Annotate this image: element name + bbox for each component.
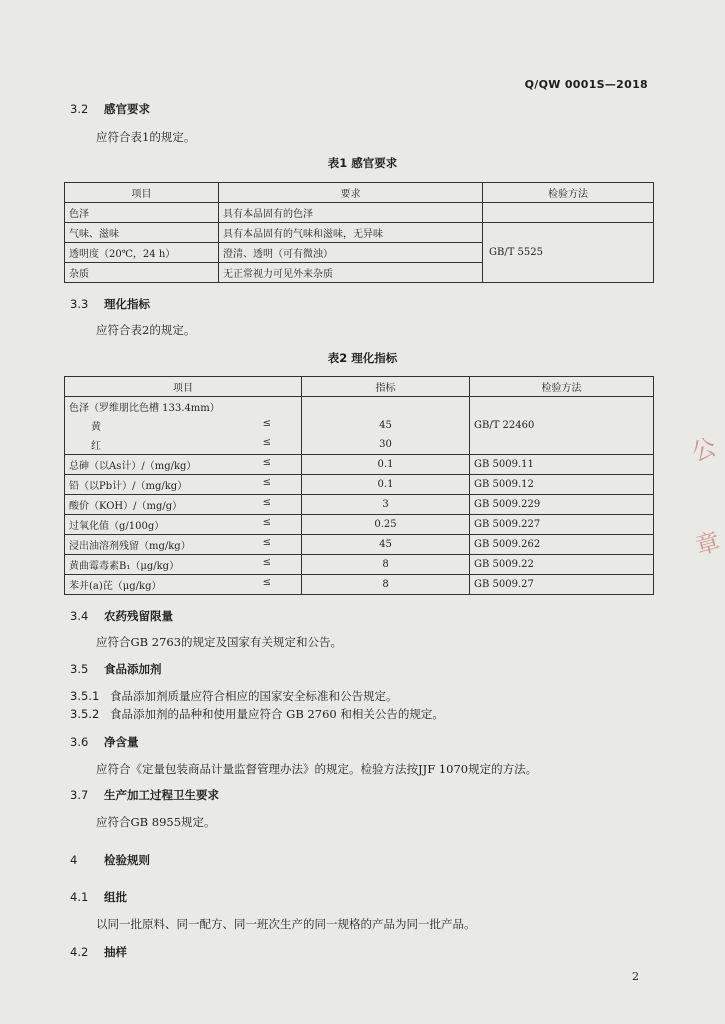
section-3-4-heading bbox=[70, 608, 173, 624]
item-label: 总砷（以As计）/（mg/kg） bbox=[69, 461, 197, 472]
table-cell-method: GB 5009.262 bbox=[470, 535, 654, 555]
section-3-2-heading bbox=[70, 101, 150, 117]
section-3-4-text: 应符合GB 2763的规定及国家有关规定和公告。 bbox=[96, 635, 343, 649]
table-cell-method: GB 5009.12 bbox=[470, 475, 654, 495]
section-title: 食品添加剂 bbox=[104, 662, 162, 676]
section-title: 净含量 bbox=[104, 735, 139, 749]
le-symbol: ≤ bbox=[262, 557, 271, 568]
section-4-1-heading bbox=[70, 889, 127, 905]
table-cell bbox=[65, 535, 302, 555]
table-header: 项目 bbox=[65, 183, 219, 203]
le-symbol: ≤ bbox=[262, 418, 271, 429]
stamp-char: 公 bbox=[687, 432, 720, 468]
le-symbol: ≤ bbox=[262, 517, 271, 528]
section-title: 检验规则 bbox=[104, 853, 150, 867]
table-row bbox=[65, 397, 654, 417]
le-symbol: ≤ bbox=[262, 457, 271, 468]
table-row bbox=[65, 455, 654, 475]
table-row bbox=[65, 495, 654, 515]
subsection-3-5-1 bbox=[70, 688, 398, 704]
item-label: 浸出油溶剂残留（mg/kg） bbox=[69, 541, 191, 552]
section-4-heading bbox=[70, 852, 150, 868]
section-4-2-heading bbox=[70, 944, 127, 960]
seal-stamp-fragment bbox=[689, 420, 725, 570]
table-cell: 杂质 bbox=[65, 263, 219, 283]
stamp-char: 章 bbox=[692, 527, 723, 561]
le-symbol: ≤ bbox=[262, 437, 271, 448]
section-number: 3.3 bbox=[70, 297, 89, 311]
subsection-text: 食品添加剂质量应符合相应的国家安全标准和公告规定。 bbox=[110, 689, 398, 703]
table1-caption: 表1 感官要求 bbox=[327, 156, 398, 170]
table-cell-value: 0.1 bbox=[302, 475, 470, 495]
le-symbol: ≤ bbox=[262, 477, 271, 488]
table-cell: 具有本品固有的气味和滋味，无异味 bbox=[219, 223, 483, 243]
table-row bbox=[65, 555, 654, 575]
table-row bbox=[65, 515, 654, 535]
table-header: 检验方法 bbox=[470, 377, 654, 397]
section-3-5-heading bbox=[70, 661, 162, 677]
table2-caption: 表2 理化指标 bbox=[327, 351, 398, 365]
section-3-6-heading bbox=[70, 734, 139, 750]
table-cell-value: 8 bbox=[302, 575, 470, 595]
table-cell-empty bbox=[470, 435, 654, 455]
table-cell bbox=[65, 475, 302, 495]
subsection-text: 食品添加剂的品种和使用量应符合 GB 2760 和相关公告的规定。 bbox=[110, 707, 444, 721]
section-3-7-heading bbox=[70, 787, 219, 803]
le-symbol: ≤ bbox=[262, 537, 271, 548]
table-cell bbox=[65, 435, 302, 455]
table-cell bbox=[65, 555, 302, 575]
table-row bbox=[65, 435, 654, 455]
section-number: 4.1 bbox=[70, 890, 89, 904]
table-cell: 色泽（罗维朋比色槽 133.4mm） bbox=[65, 397, 302, 417]
section-number: 3.2 bbox=[70, 102, 89, 116]
table-cell: 透明度（20℃，24 h） bbox=[65, 243, 219, 263]
table-header: 项目 bbox=[65, 377, 302, 397]
table-header-row bbox=[65, 377, 654, 397]
section-number: 3.4 bbox=[70, 609, 89, 623]
page-number: 2 bbox=[632, 970, 639, 983]
table-cell-value: 0.1 bbox=[302, 455, 470, 475]
table-cell-empty bbox=[302, 397, 470, 417]
table-cell-method: GB/T 5525 bbox=[483, 223, 654, 283]
table-cell-value: 45 bbox=[302, 416, 470, 435]
table-row bbox=[65, 535, 654, 555]
section-title: 理化指标 bbox=[104, 297, 150, 311]
table-header-row bbox=[65, 183, 654, 203]
section-number: 3.6 bbox=[70, 735, 89, 749]
le-symbol: ≤ bbox=[262, 497, 271, 508]
subsection-number: 3.5.1 bbox=[70, 689, 100, 703]
table-cell bbox=[65, 495, 302, 515]
table-row bbox=[65, 575, 654, 595]
table2-physicochemical bbox=[64, 376, 654, 595]
table-cell-method: GB 5009.27 bbox=[470, 575, 654, 595]
table-cell: 气味、滋味 bbox=[65, 223, 219, 243]
table-header: 检验方法 bbox=[483, 183, 654, 203]
table-cell bbox=[65, 575, 302, 595]
table-cell-method: GB 5009.22 bbox=[470, 555, 654, 575]
item-label: 黄曲霉毒素B₁（μg/kg） bbox=[69, 561, 180, 572]
table-row bbox=[65, 203, 654, 223]
table-row bbox=[65, 475, 654, 495]
table-header: 指标 bbox=[302, 377, 470, 397]
item-label: 过氧化值（g/100g） bbox=[69, 521, 165, 532]
section-3-6-text: 应符合《定量包装商品计量监督管理办法》的规定。检验方法按JJF 1070规定的方法。 bbox=[96, 762, 538, 776]
table-cell: 无正常视力可见外来杂质 bbox=[219, 263, 483, 283]
section-title: 农药残留限量 bbox=[104, 609, 173, 623]
table-cell-method: GB/T 22460 bbox=[470, 416, 654, 435]
subsection-number: 3.5.2 bbox=[70, 707, 100, 721]
table-cell-empty bbox=[483, 203, 654, 223]
section-4-1-text: 以同一批原料、同一配方、同一班次生产的同一规格的产品为同一批产品。 bbox=[96, 917, 476, 931]
section-3-2-text: 应符合表1的规定。 bbox=[96, 130, 196, 144]
table-cell-method: GB 5009.11 bbox=[470, 455, 654, 475]
table1-sensory bbox=[64, 182, 654, 283]
table-cell-value: 45 bbox=[302, 535, 470, 555]
table-cell-empty bbox=[470, 397, 654, 417]
table-cell-value: 30 bbox=[302, 435, 470, 455]
table-cell-method: GB 5009.229 bbox=[470, 495, 654, 515]
section-3-7-text: 应符合GB 8955规定。 bbox=[96, 815, 216, 829]
table-cell: 色泽 bbox=[65, 203, 219, 223]
section-number: 3.5 bbox=[70, 662, 89, 676]
table-header: 要求 bbox=[219, 183, 483, 203]
item-label: 酸价（KOH）/（mg/g） bbox=[69, 501, 183, 512]
table-cell-value: 0.25 bbox=[302, 515, 470, 535]
table-cell: 具有本品固有的色泽 bbox=[219, 203, 483, 223]
table-cell bbox=[65, 416, 302, 435]
table-cell-value: 8 bbox=[302, 555, 470, 575]
item-label: 铅（以Pb计）/（mg/kg） bbox=[69, 481, 188, 492]
table-row bbox=[65, 416, 654, 435]
section-title: 抽样 bbox=[104, 945, 127, 959]
le-symbol: ≤ bbox=[262, 577, 271, 588]
table-cell bbox=[65, 455, 302, 475]
section-title: 生产加工过程卫生要求 bbox=[104, 788, 219, 802]
section-title: 组批 bbox=[104, 890, 127, 904]
section-title: 感官要求 bbox=[104, 102, 150, 116]
table-cell: 澄清、透明（可有微浊） bbox=[219, 243, 483, 263]
table-cell bbox=[65, 515, 302, 535]
table-cell-method: GB 5009.227 bbox=[470, 515, 654, 535]
subsection-3-5-2 bbox=[70, 706, 444, 722]
item-label: 苯并(a)芘（μg/kg） bbox=[69, 581, 162, 592]
section-number: 4.2 bbox=[70, 945, 89, 959]
section-3-3-text: 应符合表2的规定。 bbox=[96, 323, 196, 337]
section-number: 4 bbox=[70, 853, 78, 867]
table-row bbox=[65, 223, 654, 243]
item-label: 红 bbox=[91, 441, 101, 452]
item-label: 黄 bbox=[91, 422, 101, 433]
section-3-3-heading bbox=[70, 296, 150, 312]
table-cell-value: 3 bbox=[302, 495, 470, 515]
section-number: 3.7 bbox=[70, 788, 89, 802]
document-number: Q/QW 0001S—2018 bbox=[524, 78, 648, 91]
